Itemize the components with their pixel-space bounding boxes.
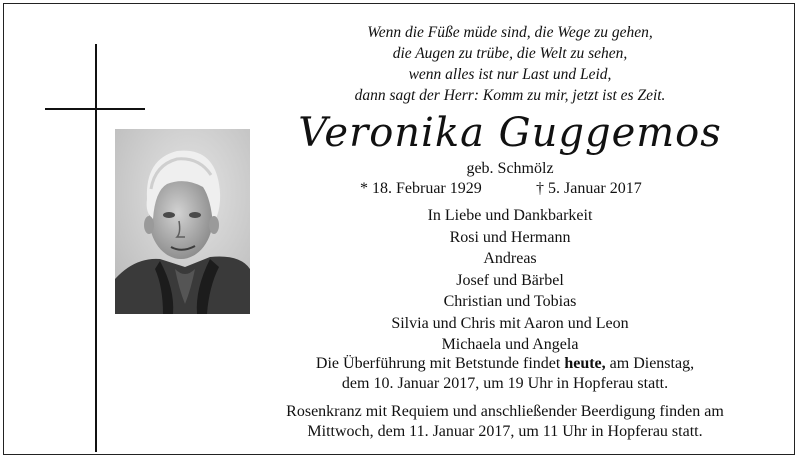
poem-line: dann sagt der Herr: Komm zu mir, jetzt ist es Zeit. [354, 87, 666, 104]
mourners-list [330, 205, 690, 356]
cross-vertical-bar [95, 44, 97, 452]
death-date: † 5. Januar 2017 [536, 180, 642, 197]
mourner-line: Josef und Bärbel [456, 271, 564, 289]
portrait-photo [115, 129, 250, 314]
cross-horizontal-bar [45, 108, 145, 110]
funeral-notice-line-2: Mittwoch, dem 11. Januar 2017, um 11 Uhr in Hopferau statt. [307, 423, 703, 440]
mourner-line: Michaela und Angela [441, 336, 579, 353]
deceased-name: Veronika Guggemos [298, 110, 722, 156]
transfer-text-after: am Dienstag, [605, 355, 695, 372]
poem-line: die Augen zu trübe, die Welt zu sehen, [392, 45, 628, 62]
mourner-line: Christian und Tobias [443, 293, 577, 310]
transfer-notice-line-1 [240, 354, 770, 374]
memorial-poem [300, 22, 720, 106]
transfer-text-today: heute, [564, 355, 606, 372]
birth-name: geb. Schmölz [466, 160, 554, 177]
portrait-photo-graphic [115, 129, 250, 314]
mourner-line: Andreas [483, 250, 537, 267]
funeral-notice [240, 402, 770, 442]
mourner-line: Silvia und Chris mit Aaron und Leon [391, 314, 629, 332]
transfer-notice [240, 354, 770, 394]
poem-line: wenn alles ist nur Last und Leid, [408, 66, 612, 83]
funeral-notice-line-1: Rosenkranz mit Requiem und anschließender Beerdigung finden am [286, 403, 724, 420]
transfer-notice-line-2: dem 10. Januar 2017, um 19 Uhr in Hopferau statt. [341, 375, 669, 392]
mourner-line: In Liebe und Dankbarkeit [427, 207, 593, 224]
poem-line: Wenn die Füße müde sind, die Wege zu gehen, [367, 24, 653, 41]
transfer-text-before: Die Überführung mit Betstunde findet [315, 355, 565, 372]
mourner-line: Rosi und Hermann [449, 228, 571, 246]
birth-date: * 18. Februar 1929 [360, 180, 482, 197]
